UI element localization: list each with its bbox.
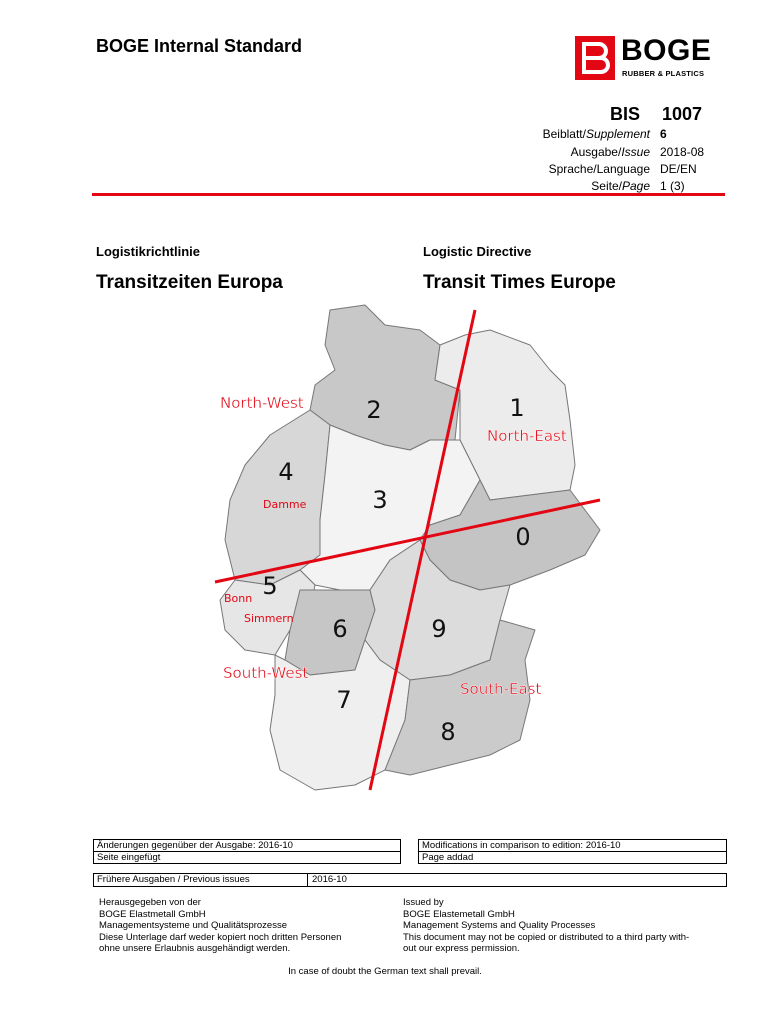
zone-2-label: 2	[366, 396, 382, 424]
section-label-de: Logistikrichtlinie	[96, 244, 201, 259]
meta-label: Ausgabe/Issue	[570, 145, 650, 159]
city-bonn-label: Bonn	[224, 592, 253, 605]
city-simmern-label: Simmern	[244, 612, 294, 625]
changes-header-de: Änderungen gegenüber der Ausgabe: 2016-10	[97, 840, 293, 851]
region-south-west-label: South-West	[223, 664, 309, 682]
changes-box-de	[93, 839, 401, 864]
boge-logo	[575, 36, 723, 80]
section-title-de: Transitzeiten Europa	[96, 272, 283, 293]
logo-tagline: RUBBER & PLASTICS	[622, 69, 705, 78]
zone-5-label: 5	[262, 572, 278, 600]
logo-wordmark: BOGE	[621, 34, 712, 67]
boge-logo-icon	[575, 36, 615, 80]
zone-9-label: 9	[431, 615, 447, 643]
city-damme-label: Damme	[263, 498, 307, 511]
document-title: BOGE Internal Standard	[96, 36, 303, 56]
doubt-note: In case of doubt the German text shall prevail.	[288, 966, 482, 977]
section-label-en: Logistic Directive	[423, 244, 532, 259]
previous-issues-box	[93, 873, 727, 887]
germany-zone-map	[190, 300, 610, 800]
zone-4-label: 4	[278, 458, 294, 486]
section-title-en: Transit Times Europe	[423, 272, 616, 293]
zone-6-label: 6	[332, 615, 348, 643]
meta-label: Sprache/Language	[548, 162, 650, 176]
footer-en: Issued by BOGE Elastemetall GmbH Management Systems and Quality Processes This document may not be copied or distributed to a third party with- out our express permission.	[403, 897, 690, 954]
doc-number: 1007	[662, 104, 703, 124]
previous-issues-label: Frühere Ausgaben / Previous issues	[97, 874, 250, 885]
footer-de: Herausgegeben von der BOGE Elastmetall GmbH Managementsysteme und Qualitätsprozesse Diese Unterlage darf weder kopiert noch dritten Personen ohne unsere Erlaubnis ausgehändigt werden.	[99, 897, 342, 954]
meta-label: Beiblatt/Supplement	[542, 127, 650, 141]
changes-box-en	[418, 839, 727, 864]
meta-label: Seite/Page	[591, 179, 650, 193]
zone-7-label: 7	[336, 686, 352, 714]
region-south-east-label: South-East	[460, 680, 542, 698]
zone-1-label: 1	[509, 394, 525, 422]
changes-value-de: Seite eingefügt	[94, 851, 400, 863]
zone-3-label: 3	[372, 486, 388, 514]
previous-issues-value: 2016-10	[312, 874, 347, 885]
meta-value: 1 (3)	[660, 179, 685, 193]
doc-prefix: BIS	[610, 104, 641, 124]
zone-8-label: 8	[440, 718, 456, 746]
meta-value: 2018-08	[660, 145, 705, 159]
meta-value: DE/EN	[660, 162, 697, 176]
zone-0-label: 0	[515, 523, 531, 551]
changes-value-en: Page addad	[419, 851, 726, 863]
region-north-west-label: North-West	[220, 394, 304, 412]
changes-header-en: Modifications in comparison to edition: 2016-10	[422, 840, 621, 851]
region-north-east-label: North-East	[487, 427, 567, 445]
meta-value: 6	[660, 127, 667, 141]
header-rule	[92, 193, 725, 196]
